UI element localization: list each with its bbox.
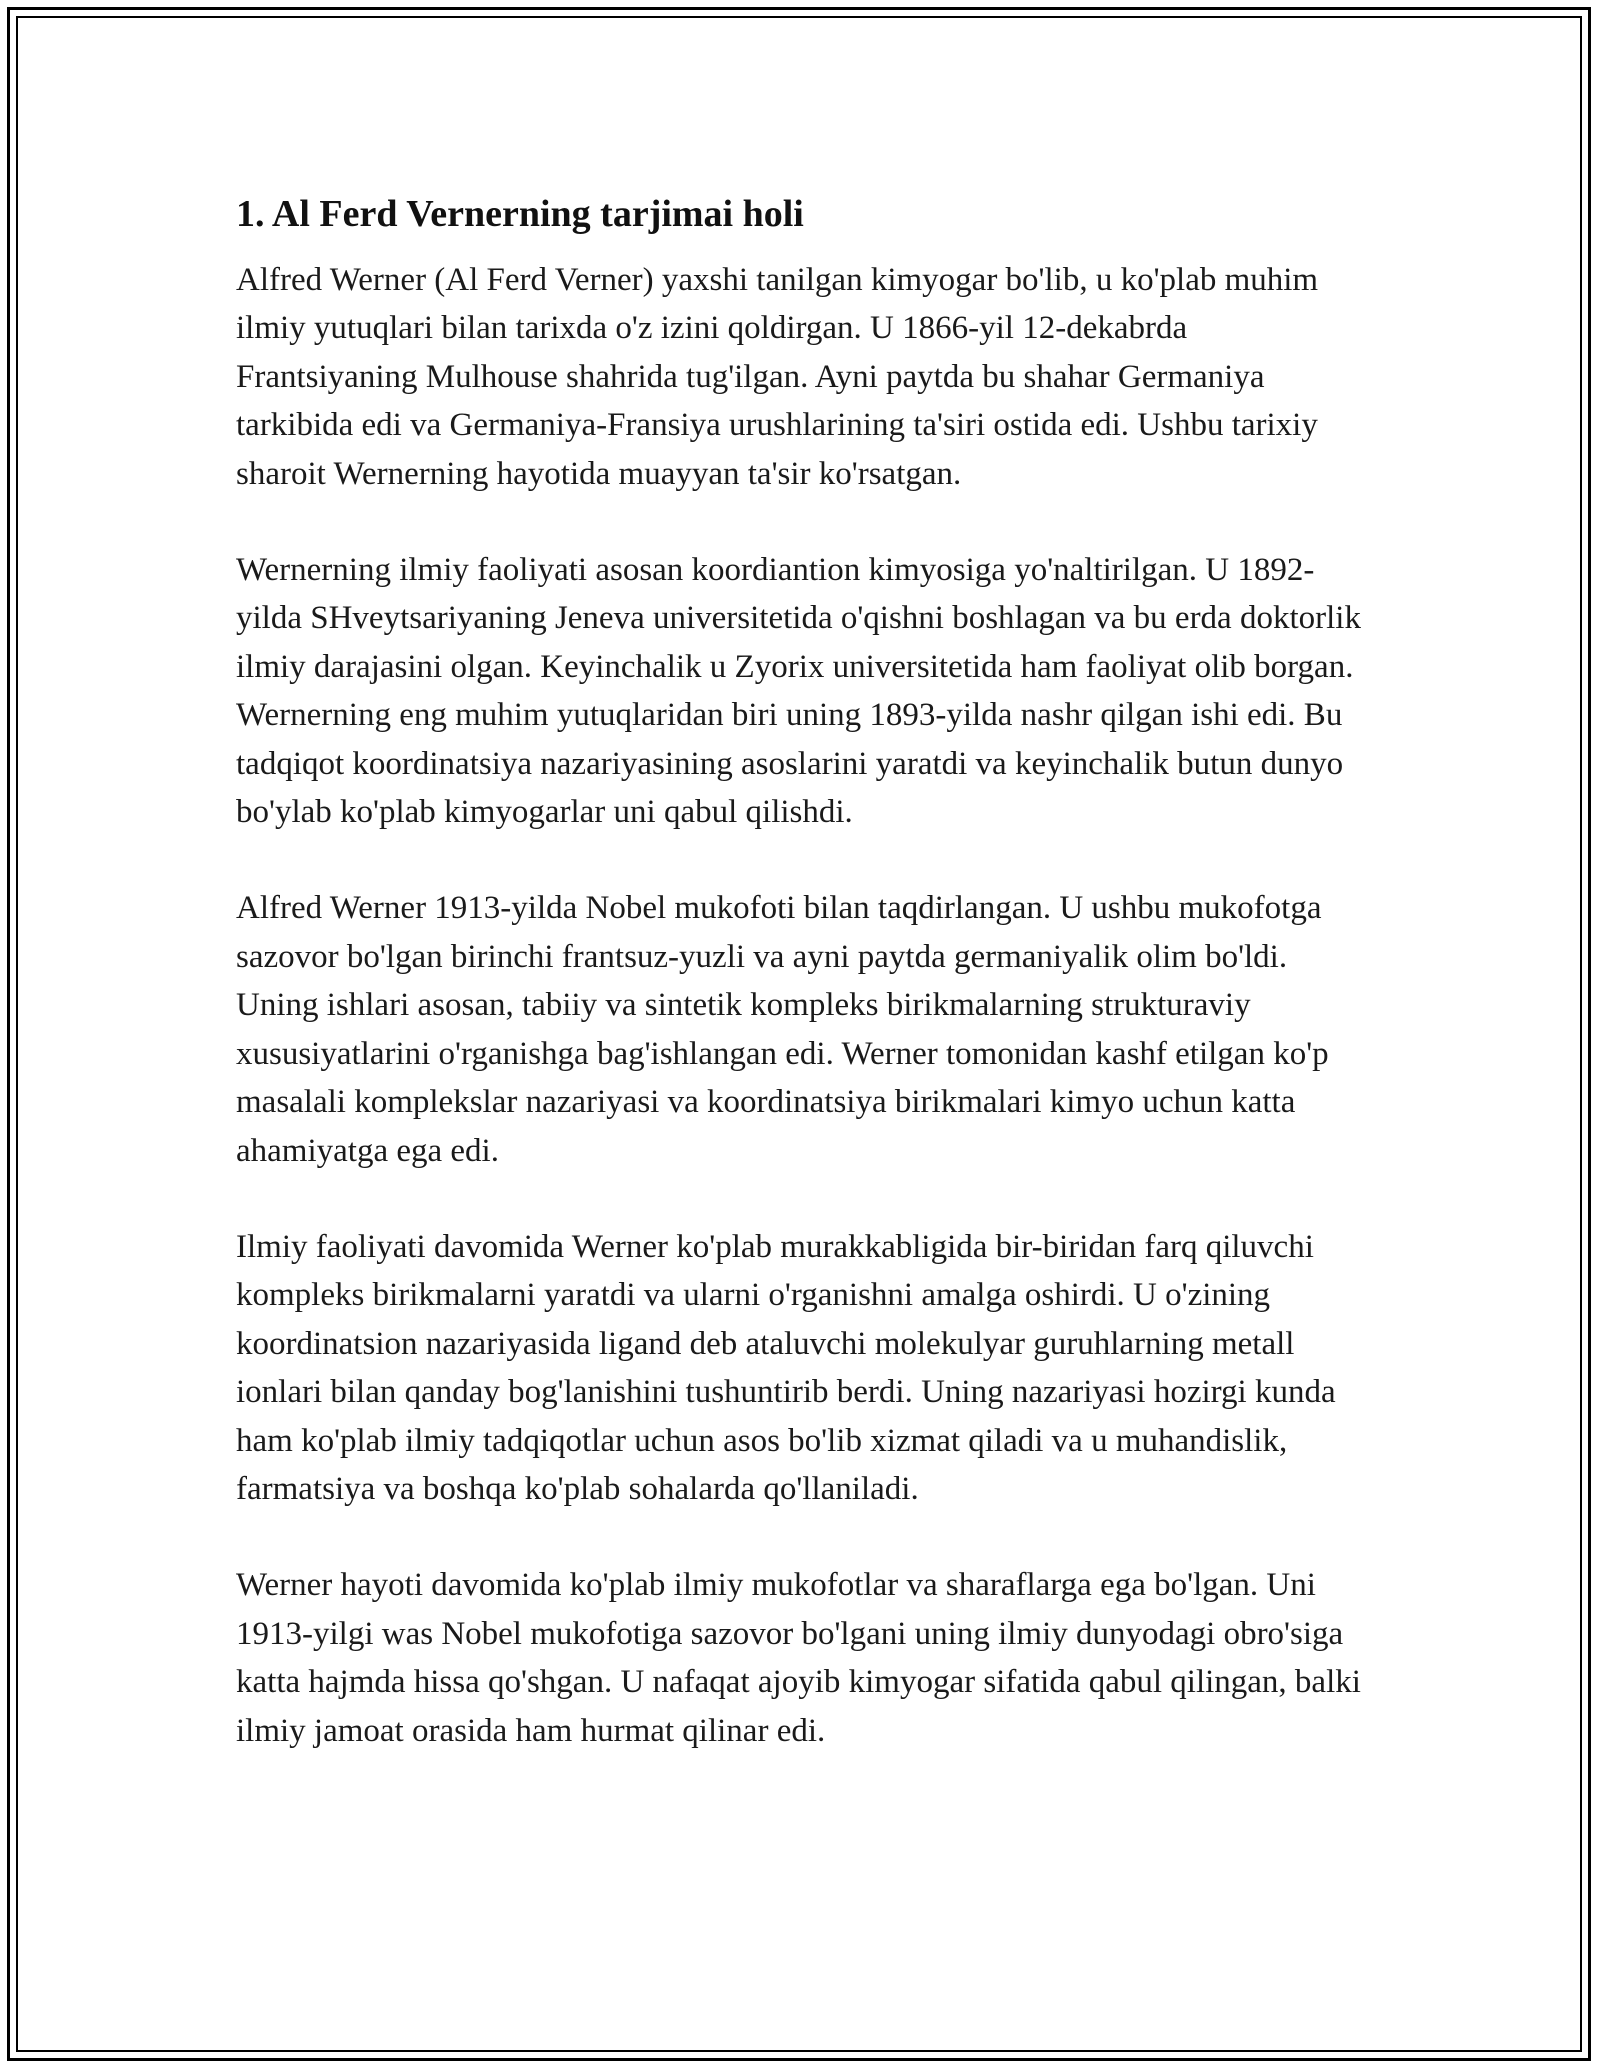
paragraph-5: Werner hayoti davomida ko'plab ilmiy mukofotlar va sharaflarga ega bo'lgan. Uni 1913-yilgi was Nobel mukofotiga sazovor bo'lgani uning ilmiy dunyodagi obro'siga katta hajmda hissa qo'shgan. U nafaqat ajoyib kimyogar sifatida qabul qilingan, balki ilmiy jamoat orasida ham hurmat qilinar edi. bbox=[236, 1567, 1361, 1749]
paragraph-2: Wernerning ilmiy faoliyati asosan koordiantion kimyosiga yo'naltirilgan. U 1892-yilda SHveytsariyaning Jeneva universitetida o'qishni boshlagan va bu erda doktorlik ilmiy darajasini olgan. Keyinchalik u Zyorix universitetida ham faoliyat olib borgan. Wernerning eng muhim yutuqlaridan biri uning 1893-yilda nashr qilgan ishi edi. Bu tadqiqot koordinatsiya nazariyasining asoslarini yaratdi va keyinchalik butun dunyo bo'ylab ko'plab kimyogarlar uni qabul qilishdi. bbox=[236, 552, 1361, 831]
paragraph-3: Alfred Werner 1913-yilda Nobel mukofoti bilan taqdirlangan. U ushbu mukofotga sazovor bo'lgan birinchi frantsuz-yuzli va ayni paytda germaniyalik olim bo'ldi. Uning ishlari asosan, tabiiy va sintetik kompleks birikmalarning strukturaviy xususiyatlarini o'rganishga bag'ishlangan edi. Werner tomonidan kashf etilgan ko'p masalali komplekslar nazariyasi va koordinatsiya birikmalari kimyo uchun katta ahamiyatga ega edi. bbox=[236, 890, 1329, 1169]
paragraph-1: Alfred Werner (Al Ferd Verner) yaxshi tanilgan kimyogar bo'lib, u ko'plab muhim ilmiy yutuqlari bilan tarixda o'z izini qoldirgan. U 1866-yil 12-dekabrda Frantsiyaning Mulhouse shahrida tug'ilgan. Ayni paytda bu shahar Germaniya tarkibida edi va Germaniya-Fransiya urushlarining ta'siri ostida edi. Ushbu tarixiy sharoit Wernerning hayotida muayyan ta'sir ko'rsatgan. bbox=[236, 262, 1319, 492]
section-heading: 1. Al Ferd Vernerning tarjimai holi bbox=[236, 193, 804, 235]
document-body bbox=[236, 186, 1376, 1803]
paragraph-4: Ilmiy faoliyati davomida Werner ko'plab murakkabligida bir-biridan farq qiluvchi kompleks birikmalarni yaratdi va ularni o'rganishni amalga oshirdi. U o'zining koordinatsion nazariyasida ligand deb ataluvchi molekulyar guruhlarning metall ionlari bilan qanday bog'lanishini tushuntirib berdi. Uning nazariyasi hozirgi kunda ham ko'plab ilmiy tadqiqotlar uchun asos bo'lib xizmat qiladi va u muhandislik, farmatsiya va boshqa ko'plab sohalarda qo'llaniladi. bbox=[236, 1228, 1336, 1507]
